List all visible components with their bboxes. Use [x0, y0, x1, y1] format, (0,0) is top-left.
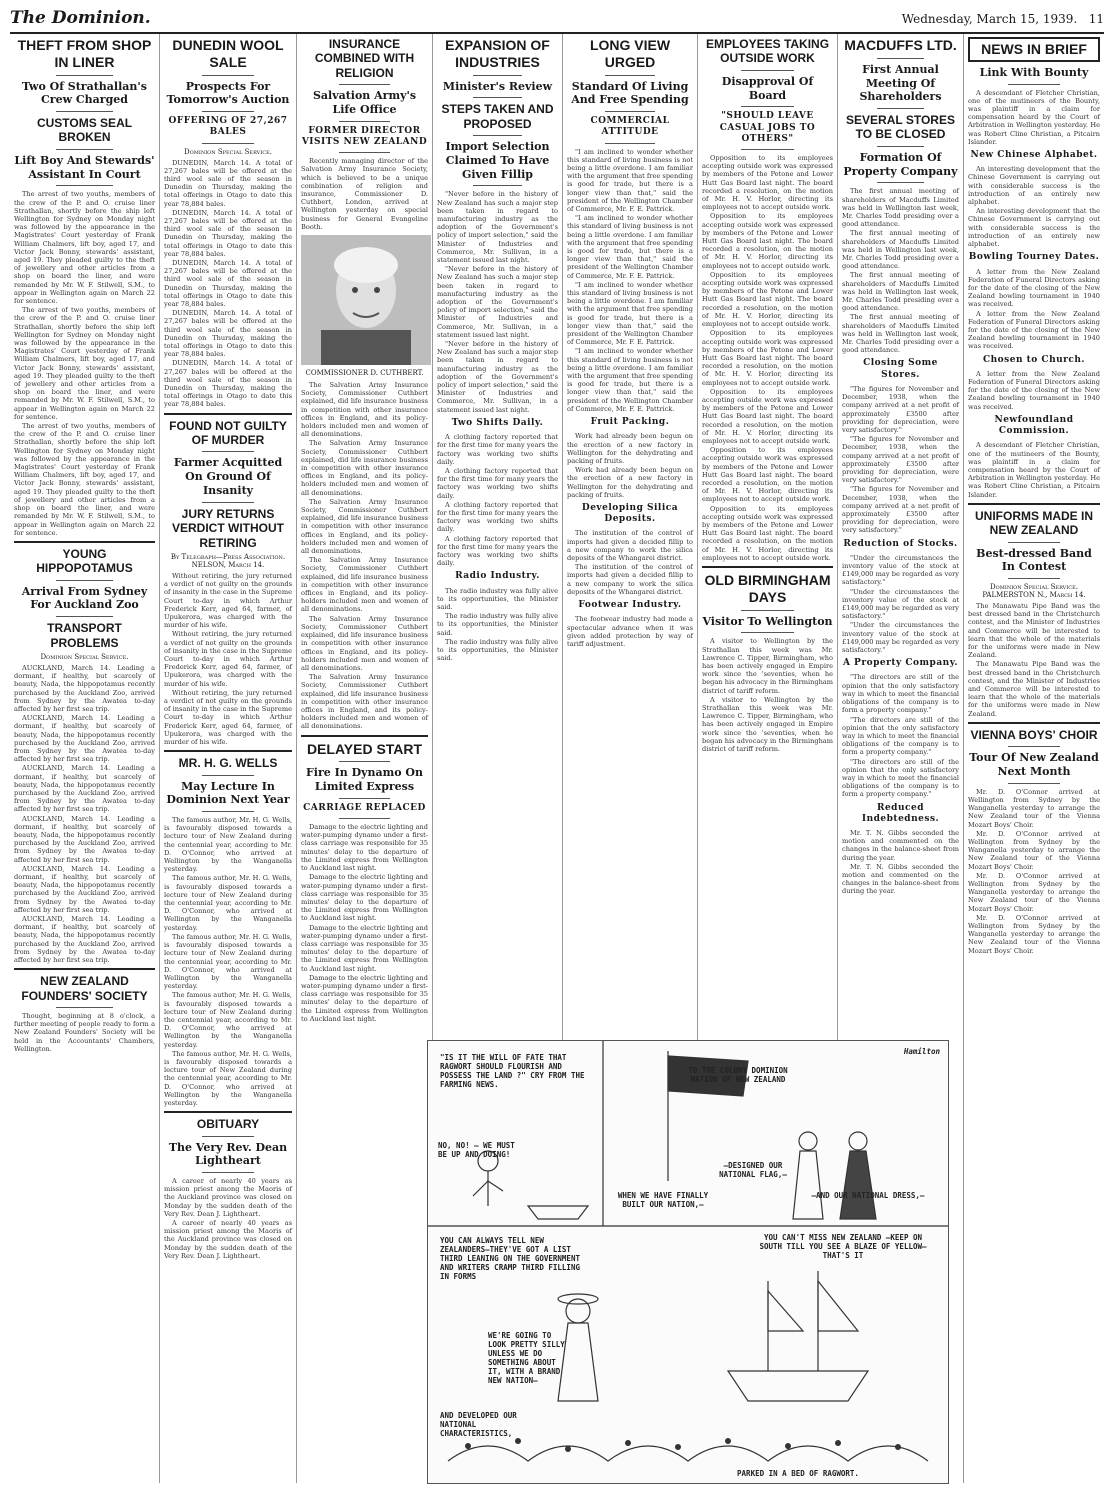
cartoonist-signature: Hamilton	[903, 1047, 940, 1056]
cartoon-caption-10: AND DEVELOPED OUR NATIONAL CHARACTERISTICS,	[440, 1411, 517, 1438]
article-body: The institution of the control of imports had given a decided fillip to a new company to work the silica deposits of the Whangarei district. The institution of the control of imports had given a decided fillip to a new company to work the silica deposits of the Whangarei district.	[567, 529, 693, 596]
section-indebtedness: Reduced Indebtedness.	[861, 802, 940, 824]
article-body: The Salvation Army Insurance Society, Commissioner Cuthbert explained, did life insurance business in competition with other insurance offices in England, and its policy-holders included men and women of all denominations. The Salvation Army Insurance Society, Commissioner Cuthbert explained, did life insurance business in competition with other insurance offices in England, and its policy-holders included men and women of all denominations. The Salvation Army Insurance Society, Commissioner Cuthbert explained, did life insurance business in competition with other insurance offices in England, and its policy-holders included men and women of all denominations. The Salvation Army Insurance Society, Commissioner Cuthbert explained, did life insurance business in competition with other insurance offices in England, and its policy-holders included men and women of all denominations. The Salvation Army Insurance Society, Commissioner Cuthbert explained, did life insurance business in competition with other insurance offices in England, and its policy-holders included men and women of all denominations. The Salvation Army Insurance Society, Commissioner Cuthbert explained, did life insurance business in competition with other insurance offices in England, and its policy-holders included men and women of all denominations.	[301, 381, 428, 731]
subhead-steps: STEPS TAKEN AND PROPOSED	[441, 102, 554, 131]
subhead-salvation: Salvation Army's Life Office	[312, 89, 417, 116]
column-2	[160, 34, 297, 1483]
page-number: 11	[1088, 12, 1104, 26]
headline-uniforms: UNIFORMS MADE IN NEW ZEALAND	[975, 508, 1093, 538]
section-bowling: Bowling Tourney Dates.	[968, 252, 1100, 263]
headline-murder: FOUND NOT GUILTY OF MURDER	[169, 418, 287, 448]
cartoon-caption-3: TO THE COLONY DOMINION NATION OF NEW ZEALAND	[688, 1066, 788, 1084]
subhead-lift-boy: Lift Boy And Stewards' Assistant In Court	[14, 153, 155, 181]
article-body: "Never before in the history of New Zealand has such a major step been taken in regard to manufacturing industry as the adoption of the Government's policy of import selection," said the Minister of Industries and Commerce, Mr. Sullivan, in a statement issued last night. "Never before in the history of New Zealand has such a major step been taken in regard to manufacturing industry as the adoption of the Government's policy of import selection," said the Minister of Industries and Commerce, Mr. Sullivan, in a statement issued last night. "Never before in the history of New Zealand has such a major step been taken in regard to manufacturing industry as the adoption of the Government's policy of import selection," said the Minister of Industries and Commerce, Mr. Sullivan, in a statement issued last night.	[437, 190, 558, 414]
headline-birmingham: OLD BIRMINGHAM DAYS	[704, 571, 831, 605]
subhead-disapproval: Disapproval Of Board	[721, 74, 814, 102]
headline-delayed: DELAYED START	[306, 740, 423, 757]
headline-theft: THEFT FROM SHOP IN LINER	[17, 37, 152, 70]
headline-founders: NEW ZEALAND FOUNDERS' SOCIETY	[21, 974, 148, 1003]
subhead-commercial: COMMERCIAL ATTITUDE	[590, 116, 670, 138]
subhead-acquitted: Farmer Acquitted On Ground Of Insanity	[173, 456, 283, 497]
headline-insurance: INSURANCE COMBINED WITH RELIGION	[314, 37, 415, 80]
section-footwear: Footwear Industry.	[578, 600, 682, 611]
headline-obituary: OBITUARY	[196, 1117, 260, 1132]
newspaper-title: The Dominion.	[10, 8, 151, 28]
political-cartoon	[427, 1040, 949, 1484]
dateline: By Telegraph—Press Association. NELSON, March 14.	[170, 552, 286, 569]
cartoon-caption-11: PARKED IN A BED OF RAGWORT.	[737, 1469, 859, 1478]
column-3	[297, 34, 433, 1483]
cartoon-caption-9: WE'RE GOING TO LOOK PRETTY SILLY UNLESS WE DO SOMETHING ABOUT IT, WITH A BRAND NEW NATION—	[488, 1331, 565, 1385]
subhead-visitor: Visitor To Wellington	[702, 614, 833, 628]
article-body: The famous author, Mr. H. G. Wells, is favourably disposed towards a lecture tour of New Zealand during the centennial year, according to Mr. D. O'Connor, who arrived at Wellington by the Wanganella yesterday. The famous author, Mr. H. G. Wells, is favourably disposed towards a lecture tour of New Zealand during the centennial year, according to Mr. D. O'Connor, who arrived at Wellington by the Wanganella yesterday. The famous author, Mr. H. G. Wells, is favourably disposed towards a lecture tour of New Zealand during the centennial year, according to Mr. D. O'Connor, who arrived at Wellington by the Wanganella yesterday. The famous author, Mr. H. G. Wells, is favourably disposed towards a lecture tour of New Zealand during the centennial year, according to Mr. D. O'Connor, who arrived at Wellington by the Wanganella yesterday. The famous author, Mr. H. G. Wells, is favourably disposed towards a lecture tour of New Zealand during the centennial year, according to Mr. D. O'Connor, who arrived at Wellington by the Wanganella yesterday.	[164, 816, 292, 1107]
article-body: The first annual meeting of shareholders of Macduffs Limited was held in Wellington last week, Mr. Charles Todd presiding over a good attendance. The first annual meeting of shareholders of Macduffs Limited was held in Wellington last week, Mr. Charles Todd presiding over a good attendance. The first annual meeting of shareholders of Macduffs Limited was held in Wellington last week, Mr. Charles Todd presiding over a good attendance. The first annual meeting of shareholders of Macduffs Limited was held in Wellington last week, Mr. Charles Todd presiding over a good attendance.	[842, 187, 959, 355]
section-radio: Radio Industry.	[455, 571, 540, 582]
subhead-stores-closed: SEVERAL STORES TO BE CLOSED	[846, 113, 955, 142]
subhead-fire: Fire In Dynamo On Limited Express	[305, 766, 424, 794]
cartoon-caption-4: WHEN WE HAVE FINALLY BUILT OUR NATION,—	[617, 1191, 709, 1209]
subhead-transport: TRANSPORT PROBLEMS	[47, 621, 122, 650]
headline-wells: MR. H. G. WELLS	[178, 756, 278, 771]
article-body: DUNEDIN, March 14. A total of 27,267 bales will be offered at the third wool sale of the season in Dunedin on Thursday, making the total offerings in Otago to date this year 78,884 bales. DUNEDIN, March 14. A total of 27,267 bales will be offered at the third wool sale of the season in Dunedin on Thursday, making the total offerings in Otago to date this year 78,884 bales. DUNEDIN, March 14. A total of 27,267 bales will be offered at the third wool sale of the season in Dunedin on Thursday, making the total offerings in Otago to date this year 78,884 bales. DUNEDIN, March 14. A total of 27,267 bales will be offered at the third wool sale of the season in Dunedin on Thursday, making the total offerings in Otago to date this year 78,884 bales. DUNEDIN, March 14. A total of 27,267 bales will be offered at the third wool sale of the season in Dunedin on Thursday, making the total offerings in Otago to date this year 78,884 bales.	[164, 158, 292, 409]
headline-vienna: VIENNA BOYS' CHOIR	[970, 727, 1098, 742]
article-body: "Under the circumstances the inventory value of the stock at £149,000 may be regarded as very satisfactory." "Under the circumstances the inventory value of the stock at £149,000 may be regarded as very satisfactory." "Under the circumstances the inventory value of the stock at £149,000 may be regarded as very satisfactory."	[842, 553, 959, 655]
article-body: Thought, beginning at 8 o'clock, a further meeting of people ready to form a New Zealand Founders' Society will be held in the Accountants' Chambers, Wellington.	[14, 1012, 155, 1053]
portrait-icon	[301, 235, 431, 365]
article-body: Work had already been begun on the erection of a new factory in Wellington for the dehydrating and packing of fruits. Work had already been begun on the erection of a new factory in Wellington for the dehydrating and packing of fruits.	[567, 432, 693, 499]
headline-employees: EMPLOYEES TAKING OUTSIDE WORK	[705, 37, 830, 66]
subhead-tour: Tour Of New Zealand Next Month	[969, 751, 1099, 778]
cartoon-caption-5: —DESIGNED OUR NATIONAL FLAG,—	[719, 1161, 787, 1179]
article-body: Mr. T. N. Gibbs seconded the motion and commented on the changes in the balance-sheet from during the year. Mr. T. N. Gibbs seconded the motion and commented on the changes in the balance-sheet from during the year.	[842, 829, 959, 896]
dateline: Dominion Special Service. PALMERSTON N., March 14.	[982, 583, 1086, 599]
article-body: AUCKLAND, March 14. Leading a dormant, if healthy, but scarcely of beauty, Nada, the hippopotamus recently purchased by the Auckland Zoo, arrived from Sydney by the Awatea to-day affected by her first sea trip. AUCKLAND, March 14. Leading a dormant, if healthy, but scarcely of beauty, Nada, the hippopotamus recently purchased by the Auckland Zoo, arrived from Sydney by the Awatea to-day affected by her first sea trip. AUCKLAND, March 14. Leading a dormant, if healthy, but scarcely of beauty, Nada, the hippopotamus recently purchased by the Auckland Zoo, arrived from Sydney by the Awatea to-day affected by her first sea trip. AUCKLAND, March 14. Leading a dormant, if healthy, but scarcely of beauty, Nada, the hippopotamus recently purchased by the Auckland Zoo, arrived from Sydney by the Awatea to-day affected by her first sea trip. AUCKLAND, March 14. Leading a dormant, if healthy, but scarcely of beauty, Nada, the hippopotamus recently purchased by the Auckland Zoo, arrived from Sydney by the Awatea to-day affected by her first sea trip. AUCKLAND, March 14. Leading a dormant, if healthy, but scarcely of beauty, Nada, the hippopotamus recently purchased by the Auckland Zoo, arrived from Sydney by the Awatea to-day affected by her first sea trip.	[14, 663, 155, 965]
subhead-offering: OFFERING OF 27,267 BALES	[168, 116, 288, 138]
section-two-shifts: Two Shifts Daily.	[451, 417, 544, 428]
issue-date: Wednesday, March 15, 1939. 11	[901, 12, 1104, 26]
section-fruit: Fruit Packing.	[590, 417, 670, 428]
section-newfoundland: Newfoundland Commission.	[994, 414, 1074, 437]
article-body: The Manawatu Pipe Band was the best dressed band in the Christchurch contest, and the Minister of Industries and Commerce will be interested to learn that the whole of the materials for the uniforms were made in New Zealand. The Manawatu Pipe Band was the best dressed band in the Christchurch contest, and the Minister of Industries and Commerce will be interested to learn that the whole of the materials for the uniforms were made in New Zealand.	[968, 602, 1100, 718]
section-closing-stores: Closing Some Stores.	[863, 358, 938, 380]
article-body: Mr. D. O'Connor arrived at Wellington from Sydney by the Wanganella yesterday to arrange the New Zealand tour of the Vienna Mozart Boys' Choir. Mr. D. O'Connor arrived at Wellington from Sydney by the Wanganella yesterday to arrange the New Zealand tour of the Vienna Mozart Boys' Choir. Mr. D. O'Connor arrived at Wellington from Sydney by the Wanganella yesterday to arrange the New Zealand tour of the Vienna Mozart Boys' Choir. Mr. D. O'Connor arrived at Wellington from Sydney by the Wanganella yesterday to arrange the New Zealand tour of the Vienna Mozart Boys' Choir.	[968, 787, 1100, 955]
section-stocks: Reduction of Stocks.	[843, 538, 958, 549]
column-1	[10, 34, 160, 1483]
column-8	[964, 34, 1104, 1483]
article-body: A clothing factory reported that for the first time for many years the factory was working two shifts daily. A clothing factory reported that for the first time for many years the factory was working two shifts daily. A clothing factory reported that for the first time for many years the factory was working two shifts daily. A clothing factory reported that for the first time for many years the factory was working two shifts daily.	[437, 433, 558, 568]
article-body: A descendant of Fletcher Christian, one of the mutineers of the Bounty, was plaintiff in a claim for compensation heard by the Court of Arbitration in Wellington yesterday. He was Robert Cline Christian, a Pitcairn Islander.	[968, 88, 1100, 146]
article-body: A career of nearly 40 years as mission priest among the Maoris of the Auckland province was closed on Monday by the sudden death of the Very Rev. Dean J. Lightheart. A career of nearly 40 years as mission priest among the Maoris of the Auckland province was closed on Monday by the sudden death of the Very Rev. Dean J. Lightheart.	[164, 1177, 292, 1260]
headline-hippopotamus: YOUNG HIPPOPOTAMUS	[36, 546, 133, 576]
subhead-review: Minister's Review	[442, 79, 553, 93]
subhead-property: Formation Of Property Company	[843, 150, 958, 178]
article-body: The radio industry was fully alive to its opportunities, the Minister said. The radio industry was fully alive to its opportunities, the Minister said. The radio industry was fully alive to its opportunities, the Minister said.	[437, 586, 558, 663]
subhead-arrival: Arrival From Sydney For Auckland Zoo	[21, 584, 148, 612]
subhead-jury: JURY RETURNS VERDICT WITHOUT RETIRING	[172, 506, 284, 550]
cartoon-caption-7: YOU CAN ALWAYS TELL NEW ZEALANDERS—THEY'VE GOT A LIST THIRD LEANING ON THE GOVERNMENT AND WRITERS CRAMP THIRD FILLING IN FORMS	[440, 1236, 580, 1281]
cartoon-caption-8: YOU CAN'T MISS NEW ZEALAND —KEEP ON SOUTH TILL YOU SEE A BLAZE OF YELLOW—THAT'S IT	[759, 1233, 927, 1260]
headline-expansion: EXPANSION OF INDUSTRIES	[445, 37, 550, 70]
headline-long-view: LONG VIEW URGED	[589, 37, 671, 70]
article-body: "I am inclined to wonder whether this standard of living business is not being a little overdone. I am familiar with the argument that free spending is good for trade, but there is a longer view than that," said the president of the Wellington Chamber of Commerce, Mr. F. E. Pattrick. "I am inclined to wonder whether this standard of living business is not being a little overdone. I am familiar with the argument that free spending is good for trade, but there is a longer view than that," said the president of the Wellington Chamber of Commerce, Mr. F. E. Pattrick. "I am inclined to wonder whether this standard of living business is not being a little overdone. I am familiar with the argument that free spending is good for trade, but there is a longer view than that," said the president of the Wellington Chamber of Commerce, Mr. F. E. Pattrick. "I am inclined to wonder whether this standard of living business is not being a little overdone. I am familiar with the argument that free spending is good for trade, but there is a longer view than that," said the president of the Wellington Chamber of Commerce, Mr. F. E. Pattrick.	[567, 147, 693, 413]
article-body: Recently managing director of the Salvation Army Insurance Society, which is believed to be a unique combination of religion and insurance, Commissioner D. Cuthbert, London, arrived at Wellington yesterday on special business for General Evangeline Booth.	[301, 157, 428, 231]
photo-caption: COMMISSIONER D. CUTHBERT.	[305, 369, 424, 377]
article-body: An interesting development that the Chinese Government is carrying out with considerable success is the introduction of an entirely new alphabet. An interesting development that the Chinese Government is carrying out with considerable success is the introduction of an entirely new alphabet.	[968, 165, 1100, 249]
masthead	[10, 8, 1104, 34]
subhead-crew: Two Of Strathallan's Crew Charged	[22, 79, 147, 107]
section-property-company: A Property Company.	[842, 658, 959, 669]
subhead-customs: CUSTOMS SEAL BROKEN	[36, 116, 133, 145]
subhead-import: Import Selection Claimed To Have Given Fillip	[445, 140, 550, 181]
article-body: A letter from the New Zealand Federation of Funeral Directors asking for the date of the closing of the New Zealand bowling tournament in 1940 was received.	[968, 369, 1100, 411]
headline-wool-sale: DUNEDIN WOOL SALE	[172, 37, 284, 70]
subhead-best-dressed: Best-dressed Band In Contest	[976, 546, 1092, 574]
section-chinese: New Chinese Alphabet.	[970, 149, 1098, 160]
headline-macduffs: MACDUFFS LTD.	[844, 37, 957, 53]
article-body: Without retiring, the jury returned a verdict of not guilty on the grounds of insanity in the case in the Supreme Court to-day in which Arthur Frederick Kerr, aged 64, farmer, of Upukerora, was charged with the murder of his wife. Without retiring, the jury returned a verdict of not guilty on the grounds of insanity in the case in the Supreme Court to-day in which Arthur Frederick Kerr, aged 64, farmer, of Upukerora, was charged with the murder of his wife. Without retiring, the jury returned a verdict of not guilty on the grounds of insanity in the case in the Supreme Court to-day in which Arthur Frederick Kerr, aged 64, farmer, of Upukerora, was charged with the murder of his wife.	[164, 571, 292, 746]
section-silica: Developing Silica Deposits.	[581, 502, 679, 525]
section-church: Chosen to Church.	[982, 354, 1086, 365]
article-body: "The directors are still of the opinion that the only satisfactory way in which to meet the financial obligations of the company is to form a property company." "The directors are still of the opinion that the only satisfactory way in which to meet the financial obligations of the company is to form a property company." "The directors are still of the opinion that the only satisfactory way in which to meet the financial obligations of the company is to form a property company."	[842, 673, 959, 799]
subhead-carriage: CARRIAGE REPLACED	[303, 802, 426, 813]
subhead-prospects: Prospects For Tomorrow's Auction	[166, 79, 290, 107]
dateline: Dominion Special Service.	[184, 147, 272, 156]
cartoon-caption-1: "IS IT THE WILL OF FATE THAT RAGWORT SHOULD FLOURISH AND POSSESS THE LAND ?" CRY FROM THE FARMING NEWS.	[440, 1053, 585, 1089]
article-body: A letter from the New Zealand Federation of Funeral Directors asking for the date of the closing of the New Zealand bowling tournament in 1940 was received. A letter from the New Zealand Federation of Funeral Directors asking for the date of the closing of the New Zealand bowling tournament in 1940 was received.	[968, 267, 1100, 351]
article-body: Damage to the electric lighting and water-pumping dynamo under a first-class carriage was responsible for 35 minutes' delay to the departure of the Limited express from Wellington to Auckland last night. Damage to the electric lighting and water-pumping dynamo under a first-class carriage was responsible for 35 minutes' delay to the departure of the Limited express from Wellington to Auckland last night. Damage to the electric lighting and water-pumping dynamo under a first-class carriage was responsible for 35 minutes' delay to the departure of the Limited express from Wellington to Auckland last night. Damage to the electric lighting and water-pumping dynamo under a first-class carriage was responsible for 35 minutes' delay to the departure of the Limited express from Wellington to Auckland last night.	[301, 823, 428, 1023]
cartoon-caption-2: NO, NO! — WE MUST BE UP AND DOING!	[438, 1141, 515, 1159]
article-body: The footwear industry had made a spectacular advance when it was given added protection by way of tariff adjustment.	[567, 615, 693, 648]
dateline: Dominion Special Service.	[40, 652, 129, 661]
headline-news-in-brief: NEWS IN BRIEF	[968, 37, 1100, 62]
subhead-bounty: Link With Bounty	[979, 65, 1089, 79]
article-body: "The figures for November and December, 1938, when the company arrived at a net profit of approximately £3500 after providing for depreciation, were very satisfactory." "The figures for November and December, 1938, when the company arrived at a net profit of approximately £3500 after providing for depreciation, were very satisfactory." "The figures for November and December, 1938, when the company arrived at a net profit of approximately £3500 after providing for depreciation, were very satisfactory."	[842, 384, 959, 535]
subhead-dean: The Very Rev. Dean Lightheart	[168, 1140, 288, 1168]
article-body: A descendant of Fletcher Christian, one of the mutineers of the Bounty, was plaintiff in a claim for compensation heard by the Court of Arbitration in Wellington yesterday. He was Robert Cline Christian, a Pitcairn Islander.	[968, 441, 1100, 499]
subhead-director: FORMER DIRECTOR VISITS NEW ZEALAND	[301, 125, 428, 147]
cartoon-caption-6: —AND OUR NATIONAL DRESS,—	[811, 1191, 925, 1200]
subhead-standard: Standard Of Living And Free Spending	[571, 79, 689, 107]
subhead-lecture: May Lecture In Dominion Next Year	[166, 779, 290, 807]
article-body: A visitor to Wellington by the Strathallan this week was Mr. Lawrence C. Tipper, Birmingham, who has been actively engaged in Empire work since the 'seventies, when he began his advocacy in the Birmingham district of tariff reform. A visitor to Wellington by the Strathallan this week was Mr. Lawrence C. Tipper, Birmingham, who has been actively engaged in Empire work since the 'seventies, when he began his advocacy in the Birmingham district of tariff reform.	[702, 637, 833, 753]
subhead-casual-jobs: "SHOULD LEAVE CASUAL JOBS TO OTHERS"	[719, 111, 816, 144]
subhead-annual-meeting: First Annual Meeting Of Shareholders	[859, 62, 942, 104]
article-body: The arrest of two youths, members of the crew of the P. and O. cruise liner Strathallan, shortly before the ship left Wellington for Sydney on Monday night was followed by the appearance in the Magistrates' Court yesterday of Frank William Chalmers, lift boy, aged 17, and Victor Jack Bonny, stewards' assistant, aged 19. They pleaded guilty to the theft of jewellery and other articles from a shop on board the liner, and were remanded by Mr. W. F. Stilwell, S.M., to appear in Wellington again on March 22 for sentence. The arrest of two youths, members of the crew of the P. and O. cruise liner Strathallan, shortly before the ship left Wellington for Sydney on Monday night was followed by the appearance in the Magistrates' Court yesterday of Frank William Chalmers, lift boy, aged 17, and Victor Jack Bonny, stewards' assistant, aged 19. They pleaded guilty to the theft of jewellery and other articles from a shop on board the liner, and were remanded by Mr. W. F. Stilwell, S.M., to appear in Wellington again on March 22 for sentence. The arrest of two youths, members of the crew of the P. and O. cruise liner Strathallan, shortly before the ship left Wellington for Sydney on Monday night was followed by the appearance in the Magistrates' Court yesterday of Frank William Chalmers, lift boy, aged 17, and Victor Jack Bonny, stewards' assistant, aged 19. They pleaded guilty to the theft of jewellery and other articles from a shop on board the liner, and were remanded by Mr. W. F. Stilwell, S.M., to appear in Wellington again on March 22 for sentence.	[14, 190, 155, 537]
portrait-photo	[301, 235, 431, 365]
article-body: Opposition to its employees accepting outside work was expressed by members of the Petone and Lower Hutt Gas Board last night. The board recorded a resolution, on the motion of Mr. H. V. Horlor, directing its employees not to accept outside work. Opposition to its employees accepting outside work was expressed by members of the Petone and Lower Hutt Gas Board last night. The board recorded a resolution, on the motion of Mr. H. V. Horlor, directing its employees not to accept outside work. Opposition to its employees accepting outside work was expressed by members of the Petone and Lower Hutt Gas Board last night. The board recorded a resolution, on the motion of Mr. H. V. Horlor, directing its employees not to accept outside work. Opposition to its employees accepting outside work was expressed by members of the Petone and Lower Hutt Gas Board last night. The board recorded a resolution, on the motion of Mr. H. V. Horlor, directing its employees not to accept outside work. Opposition to its employees accepting outside work was expressed by members of the Petone and Lower Hutt Gas Board last night. The board recorded a resolution, on the motion of Mr. H. V. Horlor, directing its employees not to accept outside work. Opposition to its employees accepting outside work was expressed by members of the Petone and Lower Hutt Gas Board last night. The board recorded a resolution, on the motion of Mr. H. V. Horlor, directing its employees not to accept outside work. Opposition to its employees accepting outside work was expressed by members of the Petone and Lower Hutt Gas Board last night. The board recorded a resolution, on the motion of Mr. H. V. Horlor, directing its employees not to accept outside work.	[702, 154, 833, 562]
